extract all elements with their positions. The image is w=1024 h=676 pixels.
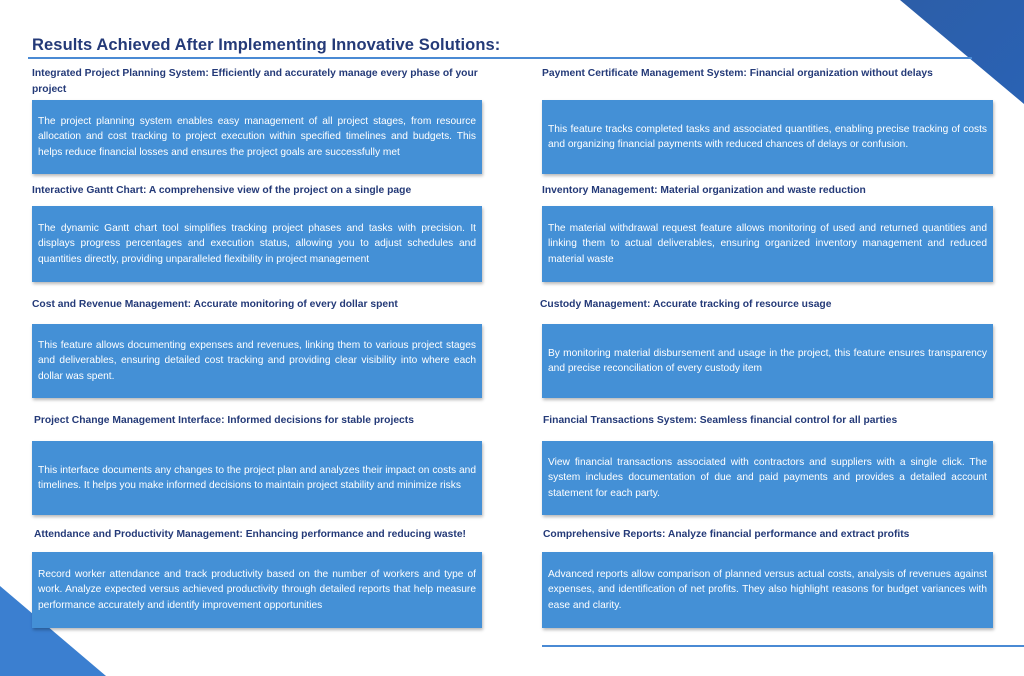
section-box-change-management — [32, 441, 482, 515]
section-body-financial-transactions: View financial transactions associated with contractors and suppliers with a single click. The system includes documentation of due and paid payments and provides a detailed account statement for each party. — [548, 456, 987, 499]
section-heading-gantt-chart: Interactive Gantt Chart: A comprehensive view of the project on a single page — [32, 185, 412, 196]
section-body-reports: Advanced reports allow comparison of planned versus actual costs, analysis of revenues against expenses, and identification of net profits. They also highlight reasons for budget variances with ease and clarity. — [548, 568, 987, 611]
section-box-custody — [542, 324, 993, 398]
section-heading-custody: Custody Management: Accurate tracking of resource usage — [540, 299, 832, 310]
section-heading-reports: Comprehensive Reports: Analyze financial performance and extract profits — [543, 529, 910, 540]
title-divider — [28, 57, 972, 59]
section-box-reports — [542, 552, 993, 628]
section-box-gantt-chart — [32, 206, 482, 282]
section-body-project-planning: The project planning system enables easy management of all project stages, from resource allocation and cost tracking to project execution within specified timelines and budgets. This helps reduce financial losses and ensures the project goals are successfully met — [38, 115, 476, 158]
section-box-payment-certificate — [542, 100, 993, 174]
section-box-inventory — [542, 206, 993, 282]
section-body-attendance: Record worker attendance and track productivity based on the number of workers and type of work. Analyze expected versus achieved productivity through detailed reports that help measure performance accurately and identify improvement opportunities — [38, 568, 476, 611]
section-box-cost-revenue — [32, 324, 482, 398]
section-body-cost-revenue: This feature allows documenting expenses and revenues, linking them to various project stages and deliverables, ensuring detailed cost tracking and providing clear visibility into where each dollar was spent. — [38, 339, 476, 382]
section-box-financial-transactions — [542, 441, 993, 515]
section-heading-attendance: Attendance and Productivity Management: Enhancing performance and reducing waste! — [34, 529, 466, 540]
section-heading-project-planning: Integrated Project Planning System: Efficiently and accurately manage every phase of your project — [32, 68, 478, 95]
section-heading-payment-certificate: Payment Certificate Management System: Financial organization without delays — [542, 68, 933, 79]
section-body-gantt-chart: The dynamic Gantt chart tool simplifies tracking project phases and tasks with precision. It displays progress percentages and execution status, allowing you to adjust schedules and quantities directly, providing unparalleled flexibility in project management — [38, 222, 476, 265]
section-body-payment-certificate: This feature tracks completed tasks and associated quantities, enabling precise tracking of costs and organizing financial payments with reduced chances of delays or confusion. — [548, 123, 987, 150]
section-body-change-management: This interface documents any changes to the project plan and analyzes their impact on costs and timelines. It helps you make informed decisions to maintain project stability and minimize risks — [38, 464, 476, 491]
footer-divider — [542, 645, 1024, 647]
section-body-custody: By monitoring material disbursement and usage in the project, this feature ensures transparency and precise reconciliation of every custody item — [548, 347, 987, 374]
section-heading-cost-revenue: Cost and Revenue Management: Accurate monitoring of every dollar spent — [32, 299, 398, 310]
section-body-inventory: The material withdrawal request feature allows monitoring of used and returned quantities and linking them to actual deliverables, ensuring organized inventory management and reduced material waste — [548, 222, 987, 265]
page-title: Results Achieved After Implementing Innovative Solutions: — [32, 36, 501, 54]
corner-decoration-top-right — [900, 0, 1024, 104]
section-box-project-planning — [32, 100, 482, 174]
section-heading-financial-transactions: Financial Transactions System: Seamless financial control for all parties — [543, 415, 898, 426]
section-box-attendance — [32, 552, 482, 628]
section-heading-change-management: Project Change Management Interface: Informed decisions for stable projects — [34, 415, 414, 426]
section-heading-inventory: Inventory Management: Material organization and waste reduction — [542, 185, 866, 196]
